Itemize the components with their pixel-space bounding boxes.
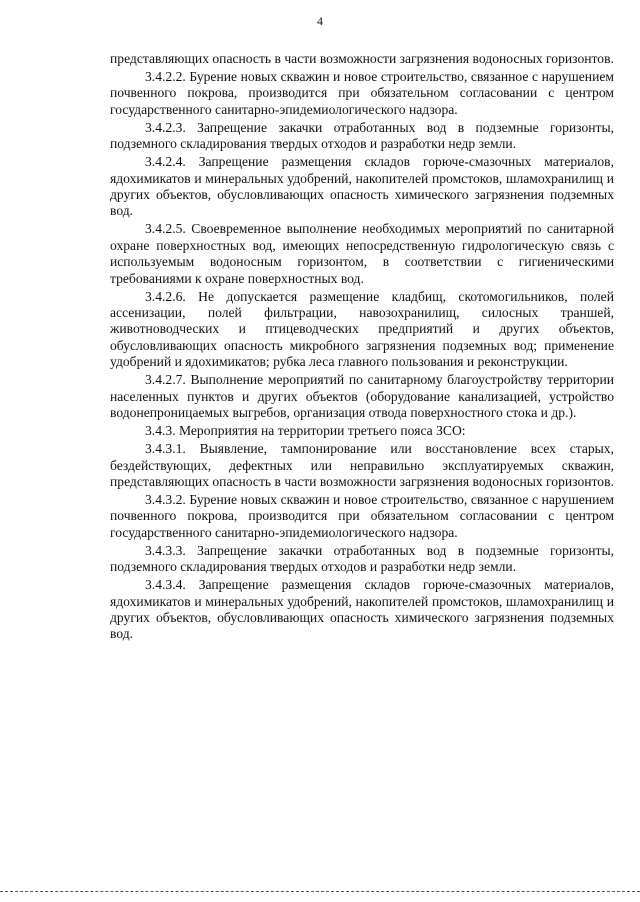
paragraph-3-4-3-4: 3.4.3.4. Запрещение размещения складов горюче-смазочных материалов, ядохимикатов и минеральных удобрений, накопителей промстоков, шламохранилищ и других объектов, обусловливающих опасность химического загрязнения подземных вод.: [110, 577, 614, 642]
paragraph-3-4-2-5: 3.4.2.5. Своевременное выполнение необходимых мероприятий по санитарной охране поверхностных вод, имеющих непосредственную гидрологическую связь с используемым водоносным горизонтом, в соответствии с гигиеническими требованиями к охране поверхностных вод.: [110, 221, 614, 286]
paragraph-3-4-3-1: 3.4.3.1. Выявление, тампонирование или восстановление всех старых, бездействующих, дефектных или неправильно эксплуатируемых скважин, представляющих опасность в части возможности загрязнения водоносных горизонтов.: [110, 441, 614, 489]
paragraph-continuation: представляющих опасность в части возможности загрязнения водоносных горизонтов.: [110, 51, 614, 66]
paragraph-3-4-2-2: 3.4.2.2. Бурение новых скважин и новое строительство, связанное с нарушением почвенного покрова, производится при обязательном согласовании с центром государственного санитарно-эпидемиологического надзора.: [110, 69, 614, 117]
page-number: 4: [317, 14, 323, 28]
paragraph-3-4-2-3: 3.4.2.3. Запрещение закачки отработанных вод в подземные горизонты, подземного складирования твердых отходов и разработки недр земли.: [110, 119, 614, 152]
footer-divider: [0, 891, 640, 892]
paragraph-3-4-3-2: 3.4.3.2. Бурение новых скважин и новое строительство, связанное с нарушением почвенного покрова, производится при обязательном согласовании с центром государственного санитарно-эпидемиологического надзора.: [110, 491, 614, 540]
document-body: [110, 51, 614, 644]
paragraph-3-4-3-3: 3.4.3.3. Запрещение закачки отработанных вод в подземные горизонты, подземного складирования твердых отходов и разработки недр земли.: [110, 542, 614, 575]
paragraph-3-4-2-4: 3.4.2.4. Запрещение размещения складов горюче-смазочных материалов, ядохимикатов и минеральных удобрений, накопителей промстоков, шламохранилищ и других объектов, обусловливающих опасность химического загрязнения подземных вод.: [110, 154, 614, 219]
paragraph-3-4-2-7: 3.4.2.7. Выполнение мероприятий по санитарному благоустройству территории населенных пунктов и других объектов (оборудование канализацией, устройство водонепроницаемых выгребов, организация отвода поверхностного стока и др.).: [110, 372, 614, 421]
paragraph-3-4-2-6: 3.4.2.6. Не допускается размещение кладбищ, скотомогильников, полей ассенизации, полей фильтрации, навозохранилищ, силосных траншей, животноводческих и птицеводческих предприятий и других объектов, обусловливающих опасность микробного загрязнения подземных вод; применение удобрений и ядохимикатов; рубка леса главного пользования и реконструкции.: [110, 288, 614, 370]
paragraph-3-4-3: 3.4.3. Мероприятия на территории третьего пояса ЗСО:: [145, 423, 466, 439]
